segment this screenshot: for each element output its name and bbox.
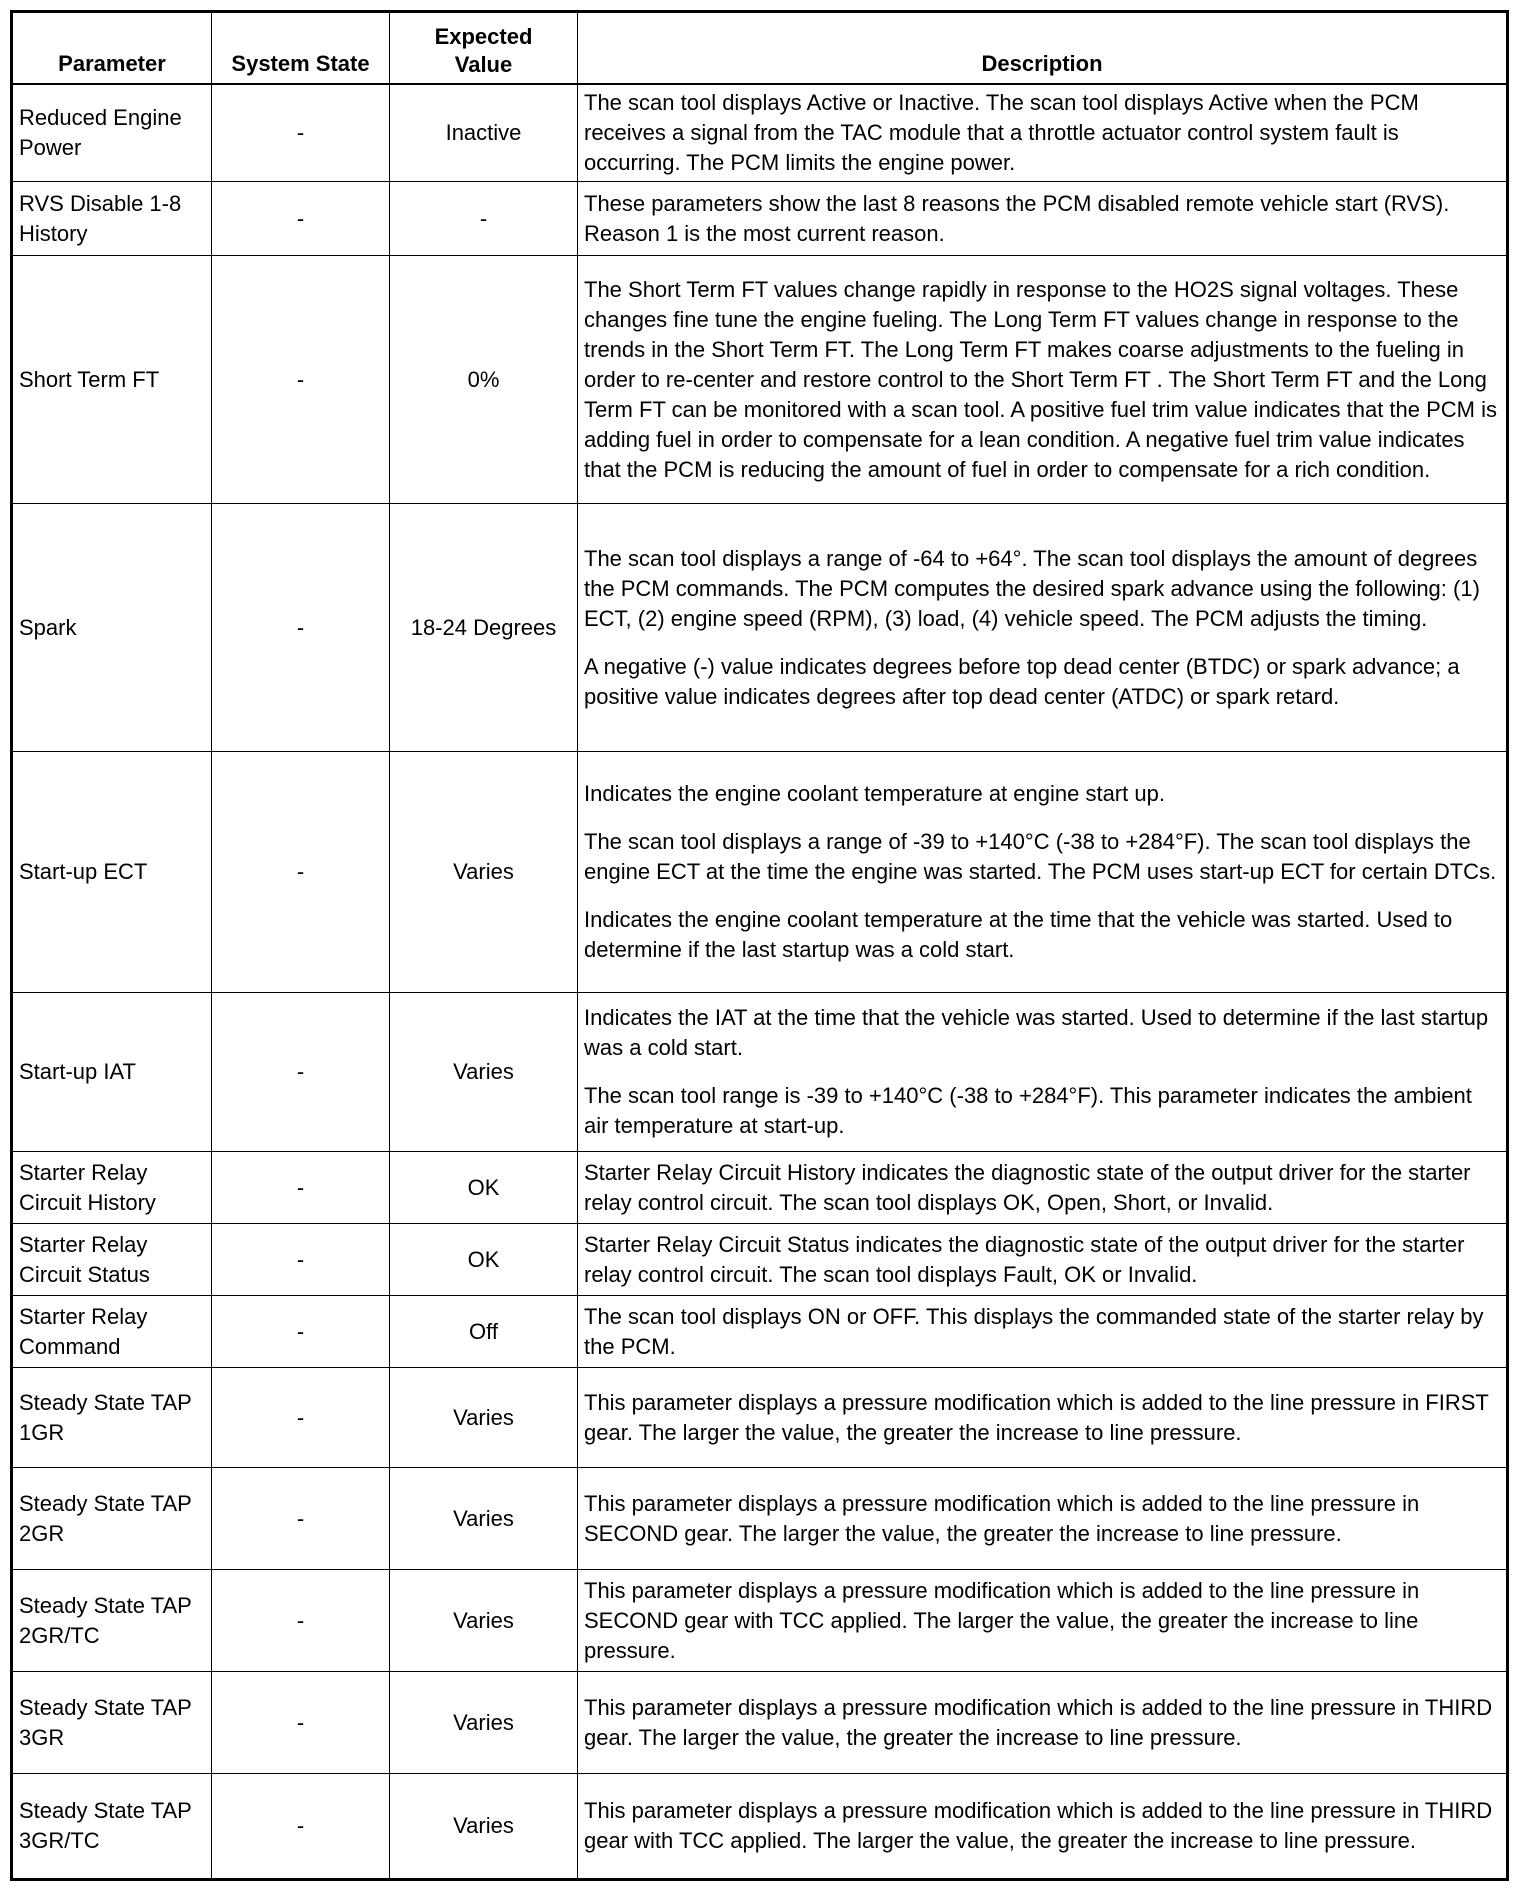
description-paragraph: The scan tool displays a range of -39 to +140°C (-38 to +284°F). The scan tool displays the engine ECT at the time the engine was started. The PCM uses start-up ECT for certain DTCs. [584, 829, 1497, 884]
description-paragraph: This parameter displays a pressure modification which is added to the line pressure in FIRST gear. The larger the value, the greater the increase to line pressure. [584, 1389, 1489, 1445]
description-paragraph: Indicates the engine coolant temperature at the time that the vehicle was started. Used to determine if the last startup was a cold start. [584, 907, 1453, 962]
table-row [12, 752, 1508, 993]
cell-description [578, 1570, 1508, 1672]
cell-description [578, 256, 1508, 504]
parameter-table [10, 10, 1509, 1881]
cell-parameter: RVS Disable 1-8 History [12, 182, 212, 256]
header-system-state: System State [212, 12, 390, 84]
table-row [12, 1468, 1508, 1570]
cell-system-state: - [212, 256, 390, 504]
table-row [12, 1570, 1508, 1672]
cell-system-state: - [212, 1368, 390, 1468]
cell-parameter: Steady State TAP 2GR [12, 1468, 212, 1570]
description-paragraph: This parameter displays a pressure modification which is added to the line pressure in SECOND gear. The larger the value, the greater the increase to line pressure. [584, 1490, 1420, 1546]
description-paragraph: These parameters show the last 8 reasons the PCM disabled remote vehicle start (RVS). Reason 1 is the most current reason. [584, 190, 1450, 246]
cell-system-state: - [212, 182, 390, 256]
table-row [12, 1152, 1508, 1224]
description-paragraph: A negative (-) value indicates degrees before top dead center (BTDC) or spark advance; a positive value indicates degrees after top dead center (ATDC) or spark retard. [584, 653, 1460, 709]
description-paragraph: The scan tool displays Active or Inactive. The scan tool displays Active when the PCM receives a signal from the TAC module that a throttle actuator control system fault is occurring. The PCM limits the engine power. [584, 89, 1419, 175]
description-paragraph: Starter Relay Circuit History indicates the diagnostic state of the output driver for the starter relay control circuit. The scan tool displays OK, Open, Short, or Invalid. [584, 1159, 1471, 1215]
description-paragraph: The scan tool displays a range of -64 to +64°. The scan tool displays the amount of degrees the PCM commands. The PCM computes the desired spark advance using the following: (1) ECT, (2) engine speed (RPM), (3) load, (4) vehicle speed. The PCM adjusts the timing. [584, 545, 1480, 631]
table-row [12, 504, 1508, 752]
description-paragraph: This parameter displays a pressure modification which is added to the line pressure in SECOND gear with TCC applied. The larger the value, the greater the increase to line pressure. [584, 1577, 1420, 1663]
cell-description [578, 1296, 1508, 1368]
cell-parameter: Steady State TAP 2GR/TC [12, 1570, 212, 1672]
cell-expected-value: Off [390, 1296, 578, 1368]
table-row [12, 1296, 1508, 1368]
header-description: Description [578, 12, 1508, 84]
cell-parameter: Starter Relay Circuit Status [12, 1224, 212, 1296]
description-paragraph: This parameter displays a pressure modification which is added to the line pressure in THIRD gear with TCC applied. The larger the value, the greater the increase to line pressure. [584, 1798, 1493, 1853]
cell-expected-value: Varies [390, 1672, 578, 1774]
cell-parameter: Start-up IAT [12, 993, 212, 1152]
header-expected-value: Expected Value [390, 12, 578, 84]
cell-description [578, 1224, 1508, 1296]
cell-expected-value: Varies [390, 752, 578, 993]
cell-system-state: - [212, 752, 390, 993]
cell-expected-value: OK [390, 1152, 578, 1224]
cell-description [578, 1774, 1508, 1880]
description-paragraph: This parameter displays a pressure modification which is added to the line pressure in THIRD gear. The larger the value, the greater the increase to line pressure. [584, 1694, 1493, 1750]
table-row [12, 1224, 1508, 1296]
description-paragraph: Indicates the engine coolant temperature at engine start up. [584, 781, 1165, 806]
cell-description [578, 993, 1508, 1152]
cell-expected-value: Inactive [390, 84, 578, 182]
cell-parameter: Spark [12, 504, 212, 752]
cell-expected-value: OK [390, 1224, 578, 1296]
header-parameter: Parameter [12, 12, 212, 84]
cell-parameter: Short Term FT [12, 256, 212, 504]
cell-description [578, 504, 1508, 752]
cell-system-state: - [212, 1296, 390, 1368]
cell-system-state: - [212, 1468, 390, 1570]
cell-expected-value: 0% [390, 256, 578, 504]
cell-description [578, 1152, 1508, 1224]
cell-description [578, 182, 1508, 256]
cell-parameter: Steady State TAP 1GR [12, 1368, 212, 1468]
description-paragraph: Starter Relay Circuit Status indicates the diagnostic state of the output driver for the starter relay control circuit. The scan tool displays Fault, OK or Invalid. [584, 1231, 1465, 1287]
cell-description [578, 1468, 1508, 1570]
cell-expected-value: Varies [390, 1368, 578, 1468]
description-paragraph: The scan tool displays ON or OFF. This displays the commanded state of the starter relay by the PCM. [584, 1303, 1484, 1359]
table-row [12, 84, 1508, 182]
table-row [12, 1368, 1508, 1468]
cell-system-state: - [212, 84, 390, 182]
cell-system-state: - [212, 993, 390, 1152]
cell-parameter: Starter Relay Command [12, 1296, 212, 1368]
cell-parameter: Steady State TAP 3GR/TC [12, 1774, 212, 1880]
description-paragraph: The scan tool range is -39 to +140°C (-38 to +284°F). This parameter indicates the ambient air temperature at start-up. [584, 1083, 1472, 1138]
cell-expected-value: Varies [390, 1570, 578, 1672]
table-body [12, 84, 1508, 1880]
table-header-row [12, 12, 1508, 84]
table-row [12, 1774, 1508, 1880]
cell-parameter: Starter Relay Circuit History [12, 1152, 212, 1224]
cell-description [578, 1672, 1508, 1774]
cell-expected-value: Varies [390, 1774, 578, 1880]
table-row [12, 256, 1508, 504]
cell-system-state: - [212, 1570, 390, 1672]
cell-parameter: Steady State TAP 3GR [12, 1672, 212, 1774]
cell-description [578, 752, 1508, 993]
cell-system-state: - [212, 1152, 390, 1224]
cell-system-state: - [212, 1774, 390, 1880]
description-paragraph: The Short Term FT values change rapidly in response to the HO2S signal voltages. These changes fine tune the engine fueling. The Long Term FT values change in response to the trends in the Short Term FT. The Long Term FT makes coarse adjustments to the fueling in order to re-center and restore control to the Short Term FT . The Short Term FT and the Long Term FT can be monitored with a scan tool. A positive fuel trim value indicates that the PCM is adding fuel in order to compensate for a lean condition. A negative fuel trim value indicates that the PCM is reducing the amount of fuel in order to compensate for a rich condition. [584, 276, 1498, 482]
cell-system-state: - [212, 1672, 390, 1774]
table-row [12, 182, 1508, 256]
cell-system-state: - [212, 504, 390, 752]
cell-system-state: - [212, 1224, 390, 1296]
description-paragraph: Indicates the IAT at the time that the vehicle was started. Used to determine if the last startup was a cold start. [584, 1005, 1489, 1060]
cell-expected-value: - [390, 182, 578, 256]
cell-parameter: Reduced Engine Power [12, 84, 212, 182]
cell-description [578, 1368, 1508, 1468]
cell-description [578, 84, 1508, 182]
cell-expected-value: Varies [390, 1468, 578, 1570]
table-row [12, 1672, 1508, 1774]
cell-parameter: Start-up ECT [12, 752, 212, 993]
cell-expected-value: Varies [390, 993, 578, 1152]
cell-expected-value: 18-24 Degrees [390, 504, 578, 752]
table-row [12, 993, 1508, 1152]
